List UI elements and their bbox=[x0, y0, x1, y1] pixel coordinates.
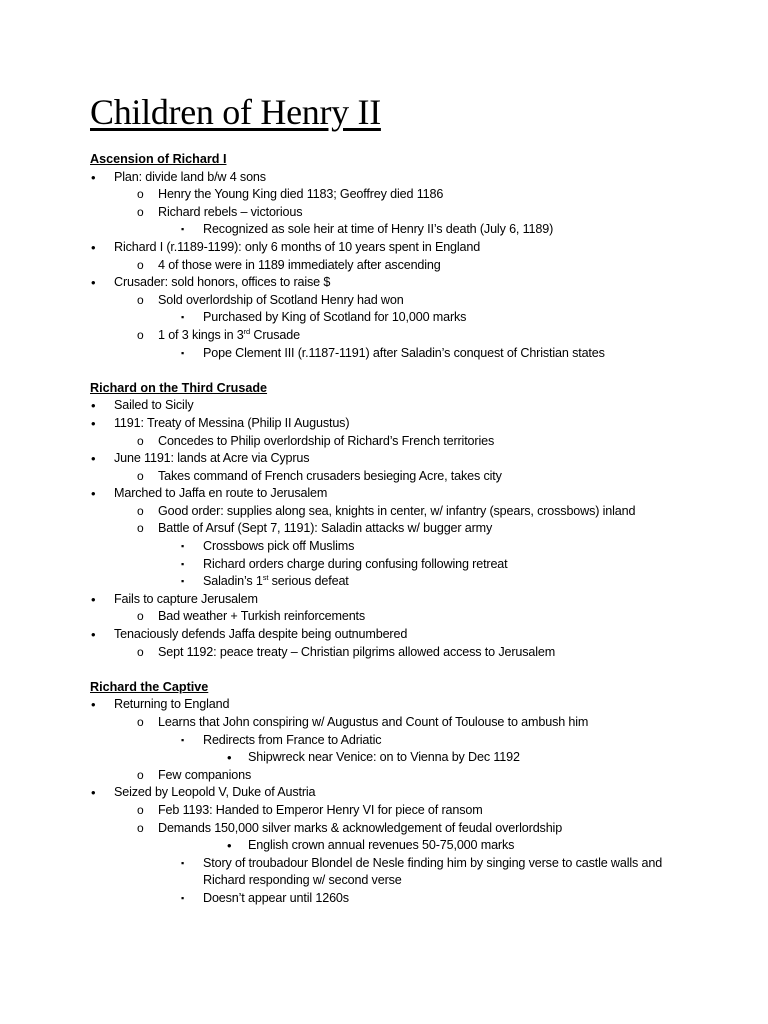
outline-item-text: 1191: Treaty of Messina (Philip II Augustus) bbox=[114, 415, 350, 430]
circle-bullet-icon: o bbox=[137, 715, 144, 729]
circle-bullet-icon: o bbox=[137, 767, 144, 782]
bullet-icon: • bbox=[91, 239, 96, 255]
outline-item bbox=[0, 855, 768, 873]
outline-item bbox=[0, 802, 768, 820]
outline-item-text: Redirects from France to Adriatic bbox=[203, 732, 382, 747]
outline-item-text: Doesn’t appear until 1260s bbox=[203, 890, 349, 905]
outline-item-text: Bad weather + Turkish reinforcements bbox=[158, 609, 366, 624]
circle-bullet-icon: o bbox=[137, 802, 144, 817]
bullet-icon: • bbox=[91, 451, 96, 467]
outline-item bbox=[0, 415, 768, 433]
outline-item bbox=[0, 433, 768, 451]
outline-item bbox=[0, 573, 768, 591]
outline-item bbox=[0, 450, 768, 468]
square-bullet-icon: ▪ bbox=[181, 312, 185, 323]
outline-item-text: Sold overlordship of Scotland Henry had won bbox=[158, 292, 404, 307]
circle-bullet-icon: o bbox=[137, 468, 144, 483]
section-heading: Ascension of Richard I bbox=[90, 152, 227, 166]
outline-item-text: Returning to England bbox=[114, 697, 230, 712]
outline-item-text: Sailed to Sicily bbox=[114, 398, 194, 413]
section-heading: Richard on the Third Crusade bbox=[90, 380, 268, 395]
outline-item bbox=[0, 485, 768, 503]
bullet-icon: • bbox=[91, 415, 96, 431]
outline-item-text: Story of troubadour Blondel de Nesle finding him by singing verse to castle walls and bbox=[203, 855, 663, 870]
outline-item bbox=[0, 345, 768, 363]
bullet-icon: • bbox=[227, 838, 232, 854]
square-bullet-icon: ▪ bbox=[181, 892, 185, 903]
outline-item-text: Feb 1193: Handed to Emperor Henry VI for piece of ransom bbox=[158, 802, 483, 817]
outline-item-text: Crusader: sold honors, offices to raise $ bbox=[114, 275, 331, 290]
notes-section bbox=[0, 151, 768, 362]
outline-item bbox=[0, 503, 768, 521]
outline-item bbox=[0, 556, 768, 574]
outline-item bbox=[0, 767, 768, 785]
outline-item-text: June 1191: lands at Acre via Cyprus bbox=[114, 451, 310, 466]
bullet-icon: • bbox=[91, 169, 96, 185]
ordinal-superscript: rd bbox=[243, 326, 251, 336]
outline-item-text: Fails to capture Jerusalem bbox=[114, 591, 258, 606]
section-heading: Richard the Captive bbox=[90, 679, 209, 694]
outline-item-text: Richard I (r.1189-1199): only 6 months of 10 years spent in England bbox=[114, 239, 481, 254]
outline-item-text: Learns that John conspiring w/ Augustus and Count of Toulouse to ambush him bbox=[158, 715, 589, 729]
outline-item bbox=[0, 274, 768, 292]
outline-item-text: Henry the Young King died 1183; Geoffrey died 1186 bbox=[158, 187, 444, 202]
outline-item bbox=[0, 397, 768, 415]
outline-item-text: 4 of those were in 1189 immediately after ascending bbox=[158, 257, 441, 272]
bullet-icon: • bbox=[91, 275, 96, 291]
outline-item-text: Sept 1192: peace treaty – Christian pilgrims allowed access to Jerusalem bbox=[158, 644, 556, 659]
outline-item-text: Purchased by King of Scotland for 10,000 marks bbox=[203, 310, 467, 325]
outline-item-text: Pope Clement III (r.1187-1191) after Saladin’s conquest of Christian states bbox=[203, 345, 605, 360]
notes-body bbox=[0, 151, 768, 925]
outline-item-text: Marched to Jaffa en route to Jerusalem bbox=[114, 486, 328, 501]
bullet-icon: • bbox=[91, 627, 96, 643]
circle-bullet-icon: o bbox=[137, 503, 144, 518]
outline-item-text: Shipwreck near Venice: on to Vienna by Dec 1192 bbox=[248, 750, 520, 765]
ordinal-superscript: st bbox=[262, 573, 269, 583]
outline-item bbox=[0, 468, 768, 486]
outline-item-text: Recognized as sole heir at time of Henry II’s death (July 6, 1189) bbox=[203, 222, 554, 237]
circle-bullet-icon: o bbox=[137, 433, 144, 448]
circle-bullet-icon: o bbox=[137, 609, 144, 624]
outline-item bbox=[0, 257, 768, 275]
bullet-icon: • bbox=[227, 750, 232, 766]
circle-bullet-icon: o bbox=[137, 292, 144, 307]
square-bullet-icon: ▪ bbox=[181, 347, 185, 358]
outline-item bbox=[0, 327, 768, 345]
outline-item-text: Concedes to Philip overlordship of Richard’s French territories bbox=[158, 433, 495, 448]
outline-item bbox=[0, 626, 768, 644]
outline-item-text: Tenaciously defends Jaffa despite being outnumbered bbox=[114, 627, 408, 642]
outline-item bbox=[0, 239, 768, 257]
circle-bullet-icon: o bbox=[137, 521, 144, 536]
circle-bullet-icon: o bbox=[137, 820, 144, 835]
outline-item bbox=[0, 204, 768, 222]
circle-bullet-icon: o bbox=[137, 644, 144, 659]
outline-item bbox=[0, 309, 768, 327]
outline-item-text: Richard orders charge during confusing following retreat bbox=[203, 556, 508, 571]
outline-item bbox=[0, 292, 768, 310]
bullet-icon: • bbox=[91, 697, 96, 713]
outline-item-text: English crown annual revenues 50-75,000 marks bbox=[248, 838, 515, 853]
outline-item bbox=[0, 732, 768, 750]
outline-item bbox=[0, 820, 768, 838]
square-bullet-icon: ▪ bbox=[181, 224, 185, 235]
outline-item-text: Crossbows pick off Muslims bbox=[203, 539, 355, 554]
outline-item-text: 1 of 3 kings in 3rd Crusade bbox=[158, 326, 300, 342]
outline-item bbox=[0, 784, 768, 802]
outline-item bbox=[0, 186, 768, 204]
outline-item bbox=[0, 591, 768, 609]
outline-item-text: Richard responding w/ second verse bbox=[203, 873, 402, 888]
square-bullet-icon: ▪ bbox=[181, 857, 185, 868]
outline-item bbox=[0, 644, 768, 662]
circle-bullet-icon: o bbox=[137, 327, 144, 342]
outline-item-text: Plan: divide land b/w 4 sons bbox=[114, 169, 266, 184]
square-bullet-icon: ▪ bbox=[181, 558, 185, 569]
notes-section bbox=[0, 380, 768, 662]
page-title: Children of Henry II bbox=[90, 92, 381, 132]
square-bullet-icon: ▪ bbox=[181, 541, 185, 552]
outline-item bbox=[0, 538, 768, 556]
outline-item bbox=[0, 872, 768, 890]
outline-item bbox=[0, 890, 768, 908]
bullet-icon: • bbox=[91, 486, 96, 502]
outline-item bbox=[0, 714, 768, 732]
circle-bullet-icon: o bbox=[137, 204, 144, 219]
circle-bullet-icon: o bbox=[137, 257, 144, 272]
outline-item bbox=[0, 608, 768, 626]
outline-item bbox=[0, 221, 768, 239]
bullet-icon: • bbox=[91, 398, 96, 414]
square-bullet-icon: ▪ bbox=[181, 734, 185, 745]
outline-item bbox=[0, 169, 768, 187]
outline-item bbox=[0, 837, 768, 855]
outline-item-text: Good order: supplies along sea, knights in center, w/ infantry (spears, crossbows) inland bbox=[158, 503, 636, 518]
square-bullet-icon: ▪ bbox=[181, 576, 185, 587]
notes-section bbox=[0, 679, 768, 908]
outline-item-text: Few companions bbox=[158, 767, 252, 782]
circle-bullet-icon: o bbox=[137, 187, 144, 202]
bullet-icon: • bbox=[91, 785, 96, 801]
outline-item-text: Seized by Leopold V, Duke of Austria bbox=[114, 785, 316, 800]
outline-item-text: Takes command of French crusaders besieging Acre, takes city bbox=[158, 468, 502, 483]
outline-item bbox=[0, 696, 768, 714]
outline-item-text: Battle of Arsuf (Sept 7, 1191): Saladin attacks w/ bugger army bbox=[158, 521, 493, 536]
bullet-icon: • bbox=[91, 591, 96, 607]
outline-item-text: Richard rebels – victorious bbox=[158, 204, 303, 219]
outline-item-text: Demands 150,000 silver marks & acknowledgement of feudal overlordship bbox=[158, 820, 563, 835]
outline-item bbox=[0, 520, 768, 538]
outline-item-text: Saladin’s 1st serious defeat bbox=[203, 573, 349, 589]
outline-item bbox=[0, 749, 768, 767]
